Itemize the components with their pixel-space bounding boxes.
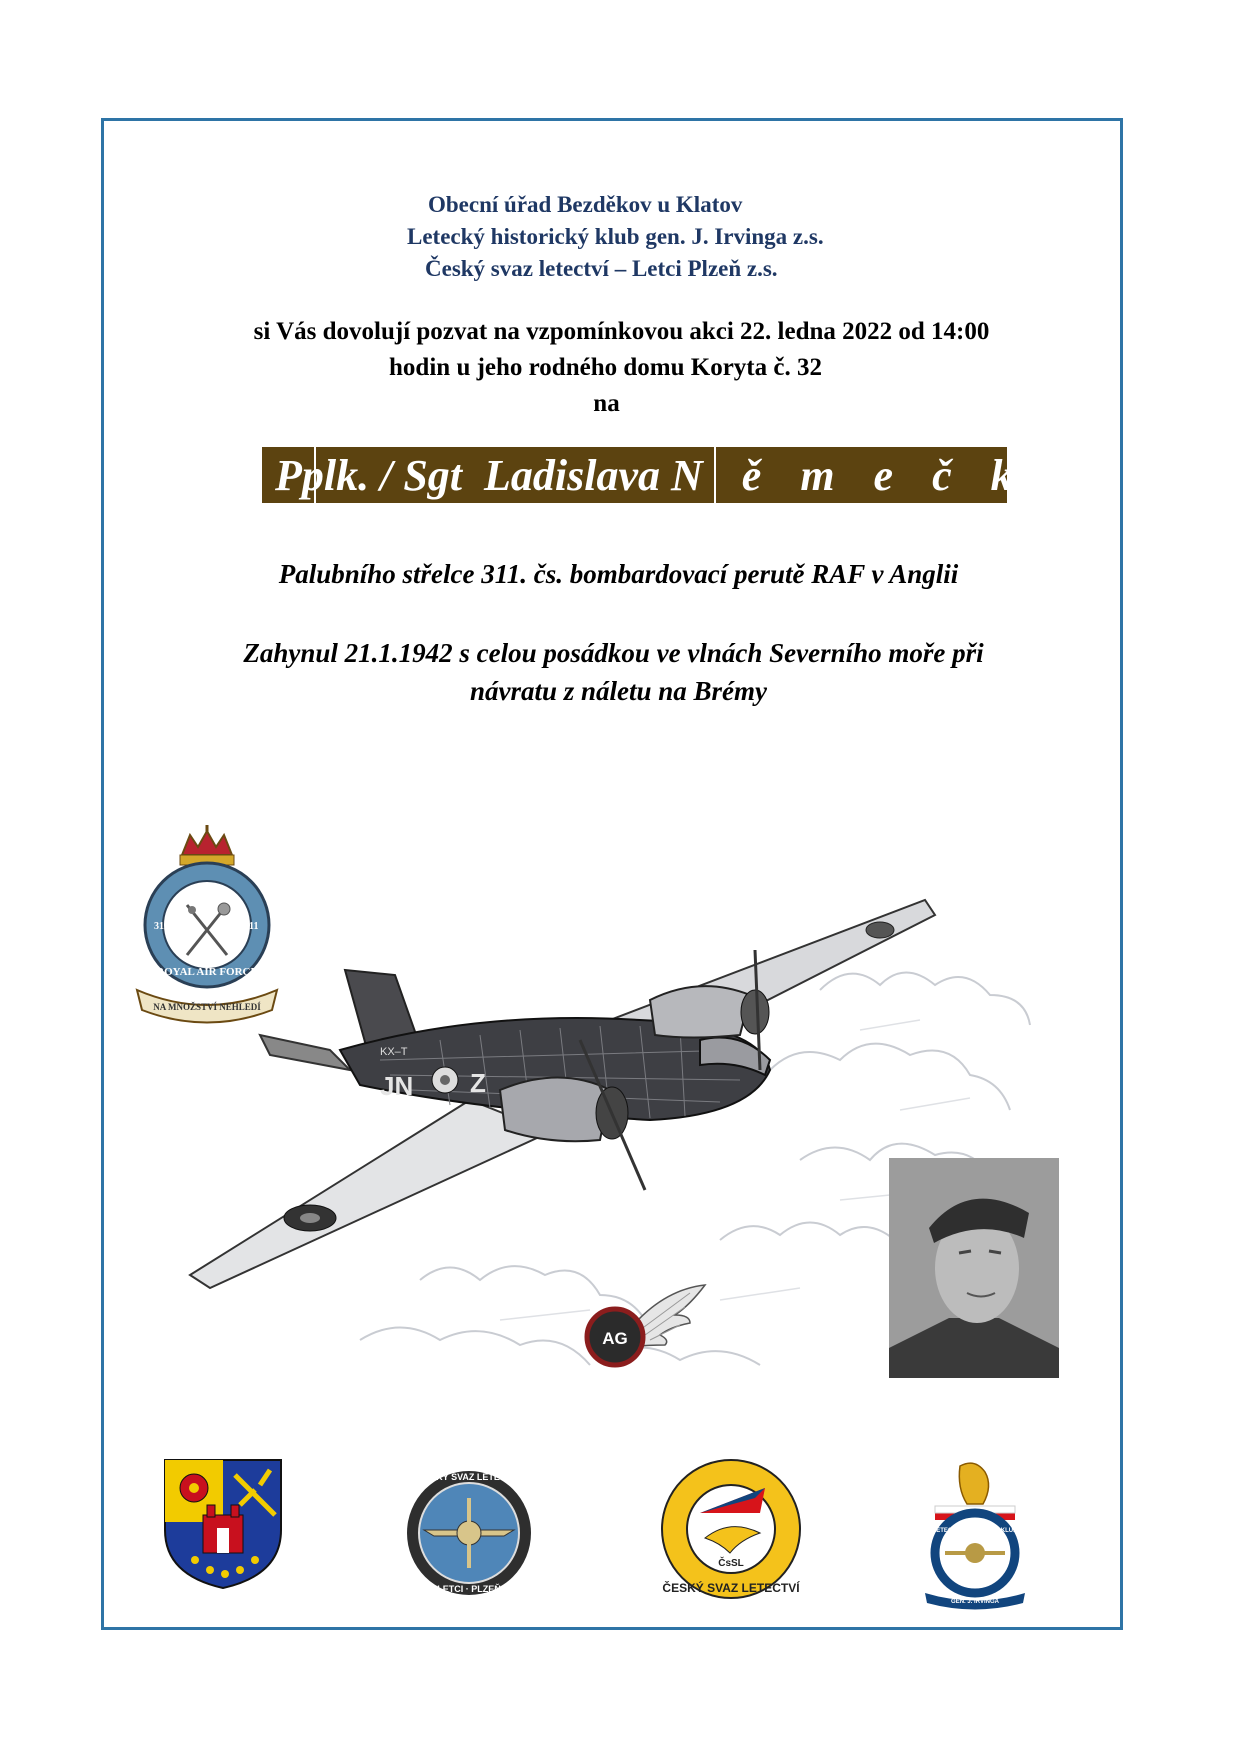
badge-number-right: 311 <box>244 921 259 932</box>
fate-line-2: návratu z náletu na Brémy <box>469 676 768 706</box>
aircraft-letters-jn: JN <box>380 1071 414 1101</box>
organizer-history-club: Letecký historický klub gen. J. Irvinga z.s. <box>407 224 824 249</box>
crown-icon <box>182 831 232 855</box>
honoree-first-name: Ladislava <box>484 451 661 500</box>
roundel-far <box>866 922 894 938</box>
organizer-municipality: Obecní úřad Bezděkov u Klatov <box>428 192 743 217</box>
invitation-line-2: hodin u jeho rodného domu Koryta č. 32 <box>389 354 822 381</box>
csl-ring-top: ČESKÝ SVAZ LETECTVÍ <box>417 1472 521 1482</box>
organizer-aviation-union: Český svaz letectví – Letci Plzeň z.s. <box>425 256 778 281</box>
aircraft-code-text: KX–T <box>380 1046 408 1058</box>
csl-yellow-initials: ČsSL <box>718 1558 744 1569</box>
fate-line-1: Zahynul 21.1.1942 s celou posádkou ve vlnách Severního moře při <box>243 638 984 668</box>
honoree-name <box>275 448 1088 504</box>
squadron-311-badge <box>132 825 282 1025</box>
near-wing <box>190 1100 550 1288</box>
badge-ribbon-text: ROYAL AIR FORCE <box>156 966 258 978</box>
csl-ring-bottom: LETCI · PLZEŇ <box>437 1584 501 1594</box>
cesky-svaz-letectvi-emblem <box>660 1458 802 1600</box>
csl-letci-plzen-emblem <box>404 1468 534 1598</box>
ag-badge-text: AG <box>602 1329 628 1348</box>
honoree-portrait-photo <box>889 1158 1059 1378</box>
letecky-historicky-klub-emblem <box>915 1458 1035 1608</box>
csl-yellow-ring-text: ČESKÝ SVAZ LETECTVÍ <box>662 1581 800 1595</box>
badge-motto: NA MNOŽSTVÍ NEHLEDÍ <box>153 1002 261 1012</box>
invitation-line-3: na <box>593 390 620 417</box>
aircraft-letter-z: Z <box>470 1068 486 1098</box>
lhk-bottom-text: GEN. J. IRVINGA <box>951 1599 999 1605</box>
honoree-description: Palubního střelce 311. čs. bombardovací perutě RAF v Anglii <box>278 559 959 589</box>
lhk-ring-text: LETECKÝ HISTORICKÝ KLUB <box>932 1528 1018 1534</box>
honoree-last-name: N ě m e č k a <box>671 451 1088 500</box>
badge-number-left: 311 <box>154 921 169 932</box>
honoree-rank: Pplk. / Sgt <box>275 451 463 500</box>
engine-near <box>500 1078 610 1142</box>
invitation-line-1: si Vás dovolují pozvat na vzpomínkovou akci 22. ledna 2022 od 14:00 <box>253 318 990 345</box>
wellington-bomber-illustration <box>180 870 940 1350</box>
air-gunner-ag-badge <box>580 1285 710 1365</box>
engine-far <box>650 986 750 1037</box>
bezdekov-coat-of-arms <box>165 1460 281 1588</box>
